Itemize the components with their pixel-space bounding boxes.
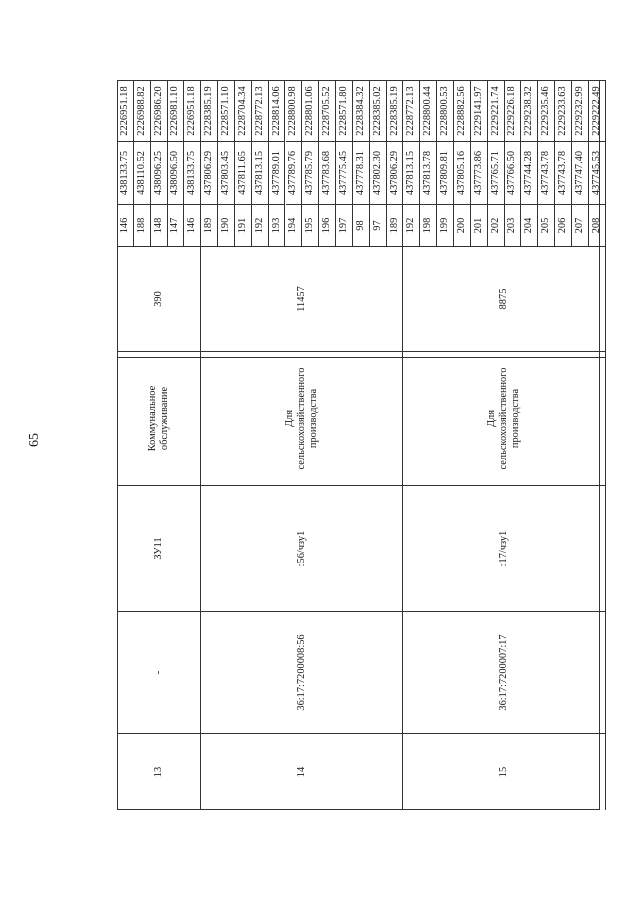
coord-x-cell: 437785.79 xyxy=(302,141,319,204)
area-cell: 8875 xyxy=(403,246,605,351)
land-plots-table xyxy=(117,80,600,810)
coord-y-cell: 2228384.32 xyxy=(353,80,370,141)
coord-x-cell: 437775.45 xyxy=(336,141,353,204)
coord-x-cell: 437803.45 xyxy=(218,141,235,204)
point-number-cell: 205 xyxy=(538,204,555,246)
zone-label-cell: ЗУ11 xyxy=(117,485,201,611)
coord-y-cell: 2229141.97 xyxy=(471,80,488,141)
coord-y-cell: 2228800.53 xyxy=(437,80,454,141)
coord-x-cell: 437744.28 xyxy=(521,141,538,204)
coord-x-cell: 437789.76 xyxy=(286,141,303,204)
row-number-cell: 14 xyxy=(201,733,403,810)
coord-x-cell: 438133.75 xyxy=(117,141,134,204)
coord-x-cell: 438110.52 xyxy=(134,141,151,204)
point-number-cell: 207 xyxy=(572,204,589,246)
point-number-cell: 148 xyxy=(151,204,168,246)
coord-y-cell: 2229232.99 xyxy=(572,80,589,141)
point-number-cell: 206 xyxy=(555,204,572,246)
coord-y-cell: 2228705.52 xyxy=(319,80,336,141)
permitted-use-cell: Для сельскохозяйственного производства xyxy=(403,357,605,479)
coord-x-cell: 437789.01 xyxy=(269,141,286,204)
point-number-cell: 192 xyxy=(252,204,269,246)
point-number-cell: 189 xyxy=(201,204,218,246)
land-plots-table-wrapper xyxy=(117,80,600,810)
coord-x-cell: 438096.50 xyxy=(168,141,185,204)
permitted-use-cell: Для сельскохозяйственного производства xyxy=(201,357,403,479)
area-cell: 390 xyxy=(117,246,201,351)
coord-y-cell: 2228772.13 xyxy=(252,80,269,141)
coord-y-cell: 2226981.10 xyxy=(168,80,185,141)
coord-y-cell: 2228814.06 xyxy=(269,80,286,141)
coord-y-cell: 2228801.06 xyxy=(302,80,319,141)
point-number-cell: 188 xyxy=(134,204,151,246)
cadastral-number-cell: 36:17:7200007:17 xyxy=(403,611,605,733)
cadastral-number-cell: 36:17:7200008:56 xyxy=(201,611,403,733)
area-cell: 11457 xyxy=(201,246,403,351)
coord-y-cell: 2228385.19 xyxy=(201,80,218,141)
coord-y-cell: 2228385.19 xyxy=(387,80,404,141)
point-number-cell: 191 xyxy=(235,204,252,246)
coord-x-cell: 437773.86 xyxy=(471,141,488,204)
coord-x-cell: 437778.31 xyxy=(353,141,370,204)
point-number-cell: 146 xyxy=(184,204,201,246)
coord-x-cell: 437783.68 xyxy=(319,141,336,204)
coord-x-cell: 437813.78 xyxy=(420,141,437,204)
coord-x-cell: 437766.50 xyxy=(505,141,522,204)
coord-y-cell: 2226951.18 xyxy=(184,80,201,141)
point-number-cell: 203 xyxy=(505,204,522,246)
zone-label-cell: :17/чзу1 xyxy=(403,485,605,611)
coord-y-cell: 2229222.49 xyxy=(589,80,606,141)
point-number-cell: 196 xyxy=(319,204,336,246)
point-number-cell: 98 xyxy=(353,204,370,246)
coord-x-cell: 437806.29 xyxy=(387,141,404,204)
coord-y-cell: 2229226.18 xyxy=(505,80,522,141)
point-number-cell: 192 xyxy=(403,204,420,246)
point-number-cell: 193 xyxy=(269,204,286,246)
zone-label-cell: :56/чзу1 xyxy=(201,485,403,611)
coord-x-cell: 437743.78 xyxy=(538,141,555,204)
coord-x-cell: 437813.15 xyxy=(252,141,269,204)
coord-y-cell: 2228800.98 xyxy=(286,80,303,141)
point-number-cell: 147 xyxy=(168,204,185,246)
point-number-cell: 201 xyxy=(471,204,488,246)
coord-x-cell: 437813.15 xyxy=(403,141,420,204)
coord-x-cell: 437802.30 xyxy=(370,141,387,204)
coord-x-cell: 437805.16 xyxy=(454,141,471,204)
coord-y-cell: 2229238.32 xyxy=(521,80,538,141)
coord-y-cell: 2226986.20 xyxy=(151,80,168,141)
coord-x-cell: 437743.78 xyxy=(555,141,572,204)
point-number-cell: 97 xyxy=(370,204,387,246)
point-number-cell: 199 xyxy=(437,204,454,246)
coord-y-cell: 2228571.80 xyxy=(336,80,353,141)
point-number-cell: 189 xyxy=(387,204,404,246)
coord-x-cell: 437811.65 xyxy=(235,141,252,204)
coord-y-cell: 2226988.82 xyxy=(134,80,151,141)
coord-y-cell: 2229235.46 xyxy=(538,80,555,141)
coord-x-cell: 438096.25 xyxy=(151,141,168,204)
coord-x-cell: 437809.81 xyxy=(437,141,454,204)
coord-y-cell: 2228772.13 xyxy=(403,80,420,141)
coord-y-cell: 2228882.56 xyxy=(454,80,471,141)
coord-x-cell: 437765.71 xyxy=(488,141,505,204)
coord-y-cell: 2228571.10 xyxy=(218,80,235,141)
point-number-cell: 195 xyxy=(302,204,319,246)
coord-x-cell: 437745.53 xyxy=(589,141,606,204)
coord-y-cell: 2228704.34 xyxy=(235,80,252,141)
permitted-use-cell: Коммунальное обслуживание xyxy=(117,357,201,479)
point-number-cell: 202 xyxy=(488,204,505,246)
point-number-cell: 190 xyxy=(218,204,235,246)
coord-y-cell: 2226951.18 xyxy=(117,80,134,141)
page-number: 65 xyxy=(27,433,42,447)
coord-x-cell: 437747.40 xyxy=(572,141,589,204)
permitted-use-border xyxy=(403,351,605,485)
point-number-cell: 197 xyxy=(336,204,353,246)
point-number-cell: 208 xyxy=(589,204,606,246)
permitted-use-border xyxy=(117,351,201,485)
row-number-cell: 13 xyxy=(117,733,201,810)
point-number-cell: 146 xyxy=(117,204,134,246)
coord-y-cell: 2229221.74 xyxy=(488,80,505,141)
coord-y-cell: 2229233.63 xyxy=(555,80,572,141)
point-number-cell: 198 xyxy=(420,204,437,246)
point-number-cell: 204 xyxy=(521,204,538,246)
point-number-cell: 200 xyxy=(454,204,471,246)
point-number-cell: 194 xyxy=(286,204,303,246)
row-number-cell: 15 xyxy=(403,733,605,810)
coord-y-cell: 2228800.44 xyxy=(420,80,437,141)
coord-x-cell: 438133.75 xyxy=(184,141,201,204)
coord-y-cell: 2228385.02 xyxy=(370,80,387,141)
cadastral-number-cell: - xyxy=(117,611,201,733)
coord-x-cell: 437806.29 xyxy=(201,141,218,204)
permitted-use-border xyxy=(201,351,403,485)
